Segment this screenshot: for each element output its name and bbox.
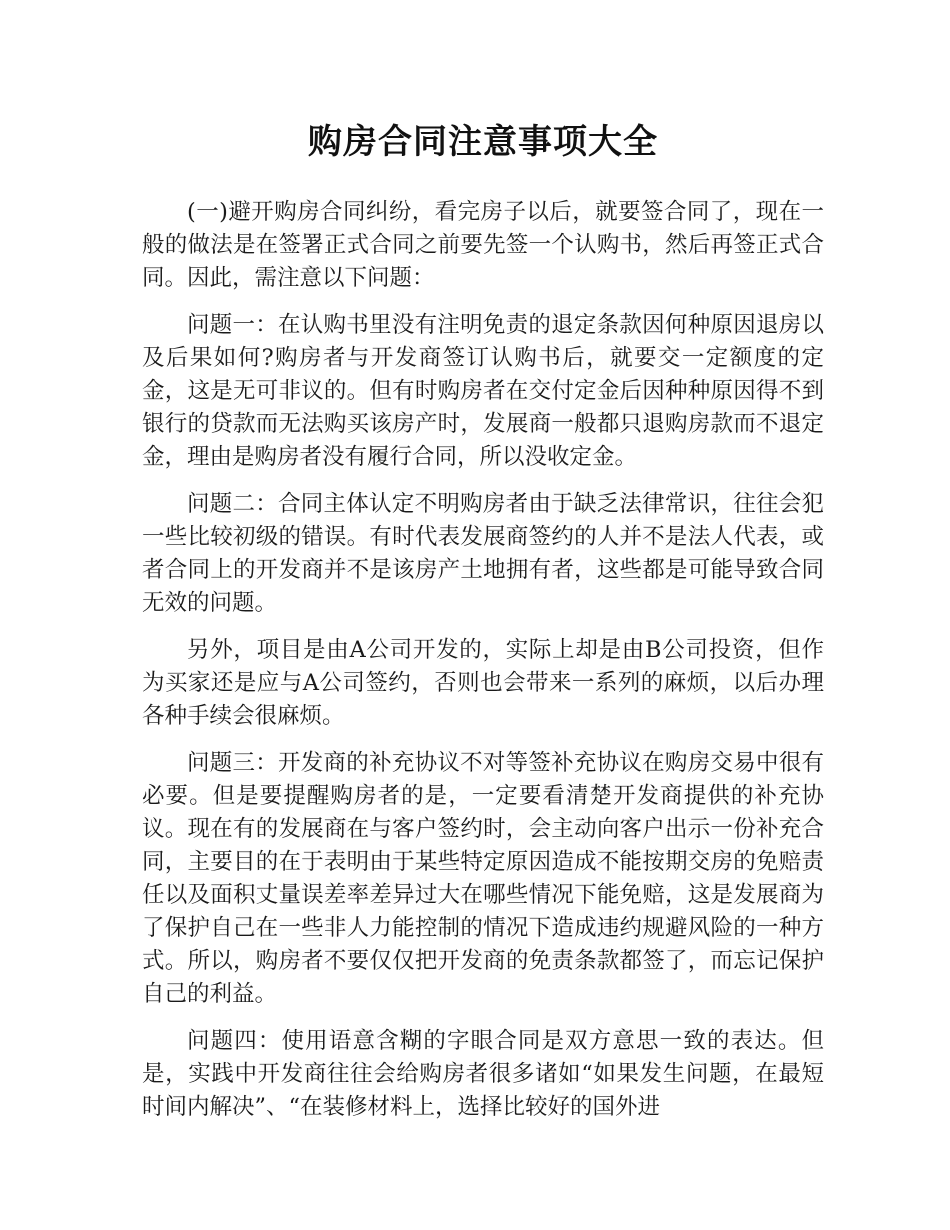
document-title: 购房合同注意事项大全 [308, 122, 658, 162]
paragraph-issue-4: 问题四：使用语意含糊的字眼合同是双方意思一致的表达。但是，实践中开发商往往会给购房者很多诸如“如果发生问题，在最短时间内解决”、“在装修材料上，选择比较好的国外进 [142, 1028, 824, 1120]
paragraph-issue-1: 问题一：在认购书里没有注明免责的退定条款因何种原因退房以及后果如何?购房者与开发商签订认购书后，就要交一定额度的定金，这是无可非议的。但有时购房者在交付定金后因种种原因得不到银行的贷款而无法购买该房产时，发展商一般都只退购房款而不退定金，理由是购房者没有履行合同，所以没收定金。 [142, 312, 824, 470]
paragraph-issue-2: 问题二：合同主体认定不明购房者由于缺乏法律常识，往往会犯一些比较初级的错误。有时代表发展商签约的人并不是法人代表，或者合同上的开发商并不是该房产土地拥有者，这些都是可能导致合同无效的问题。 [142, 491, 824, 616]
paragraph-intro: (一)避开购房合同纠纷，看完房子以后，就要签合同了，现在一般的做法是在签署正式合同之前要先签一个认购书，然后再签正式合同。因此，需注意以下问题： [142, 199, 824, 291]
paragraph-issue-3: 问题三：开发商的补充协议不对等签补充协议在购房交易中很有必要。但是要提醒购房者的是，一定要看清楚开发商提供的补充协议。现在有的发展商在与客户签约时，会主动向客户出示一份补充合同，主要目的在于表明由于某些特定原因造成不能按期交房的免赔责任以及面积丈量误差率差异过大在哪些情况下能免赔，这是发展商为了保护自己在一些非人力能控制的情况下造成违约规避风险的一种方式。所以，购房者不要仅仅把开发商的免责条款都签了，而忘记保护自己的利益。 [142, 750, 824, 1007]
paragraph-additional-note: 另外，项目是由A公司开发的，实际上却是由B公司投资，但作为买家还是应与A公司签约，否则也会带来一系列的麻烦，以后办理各种手续会很麻烦。 [142, 637, 824, 729]
